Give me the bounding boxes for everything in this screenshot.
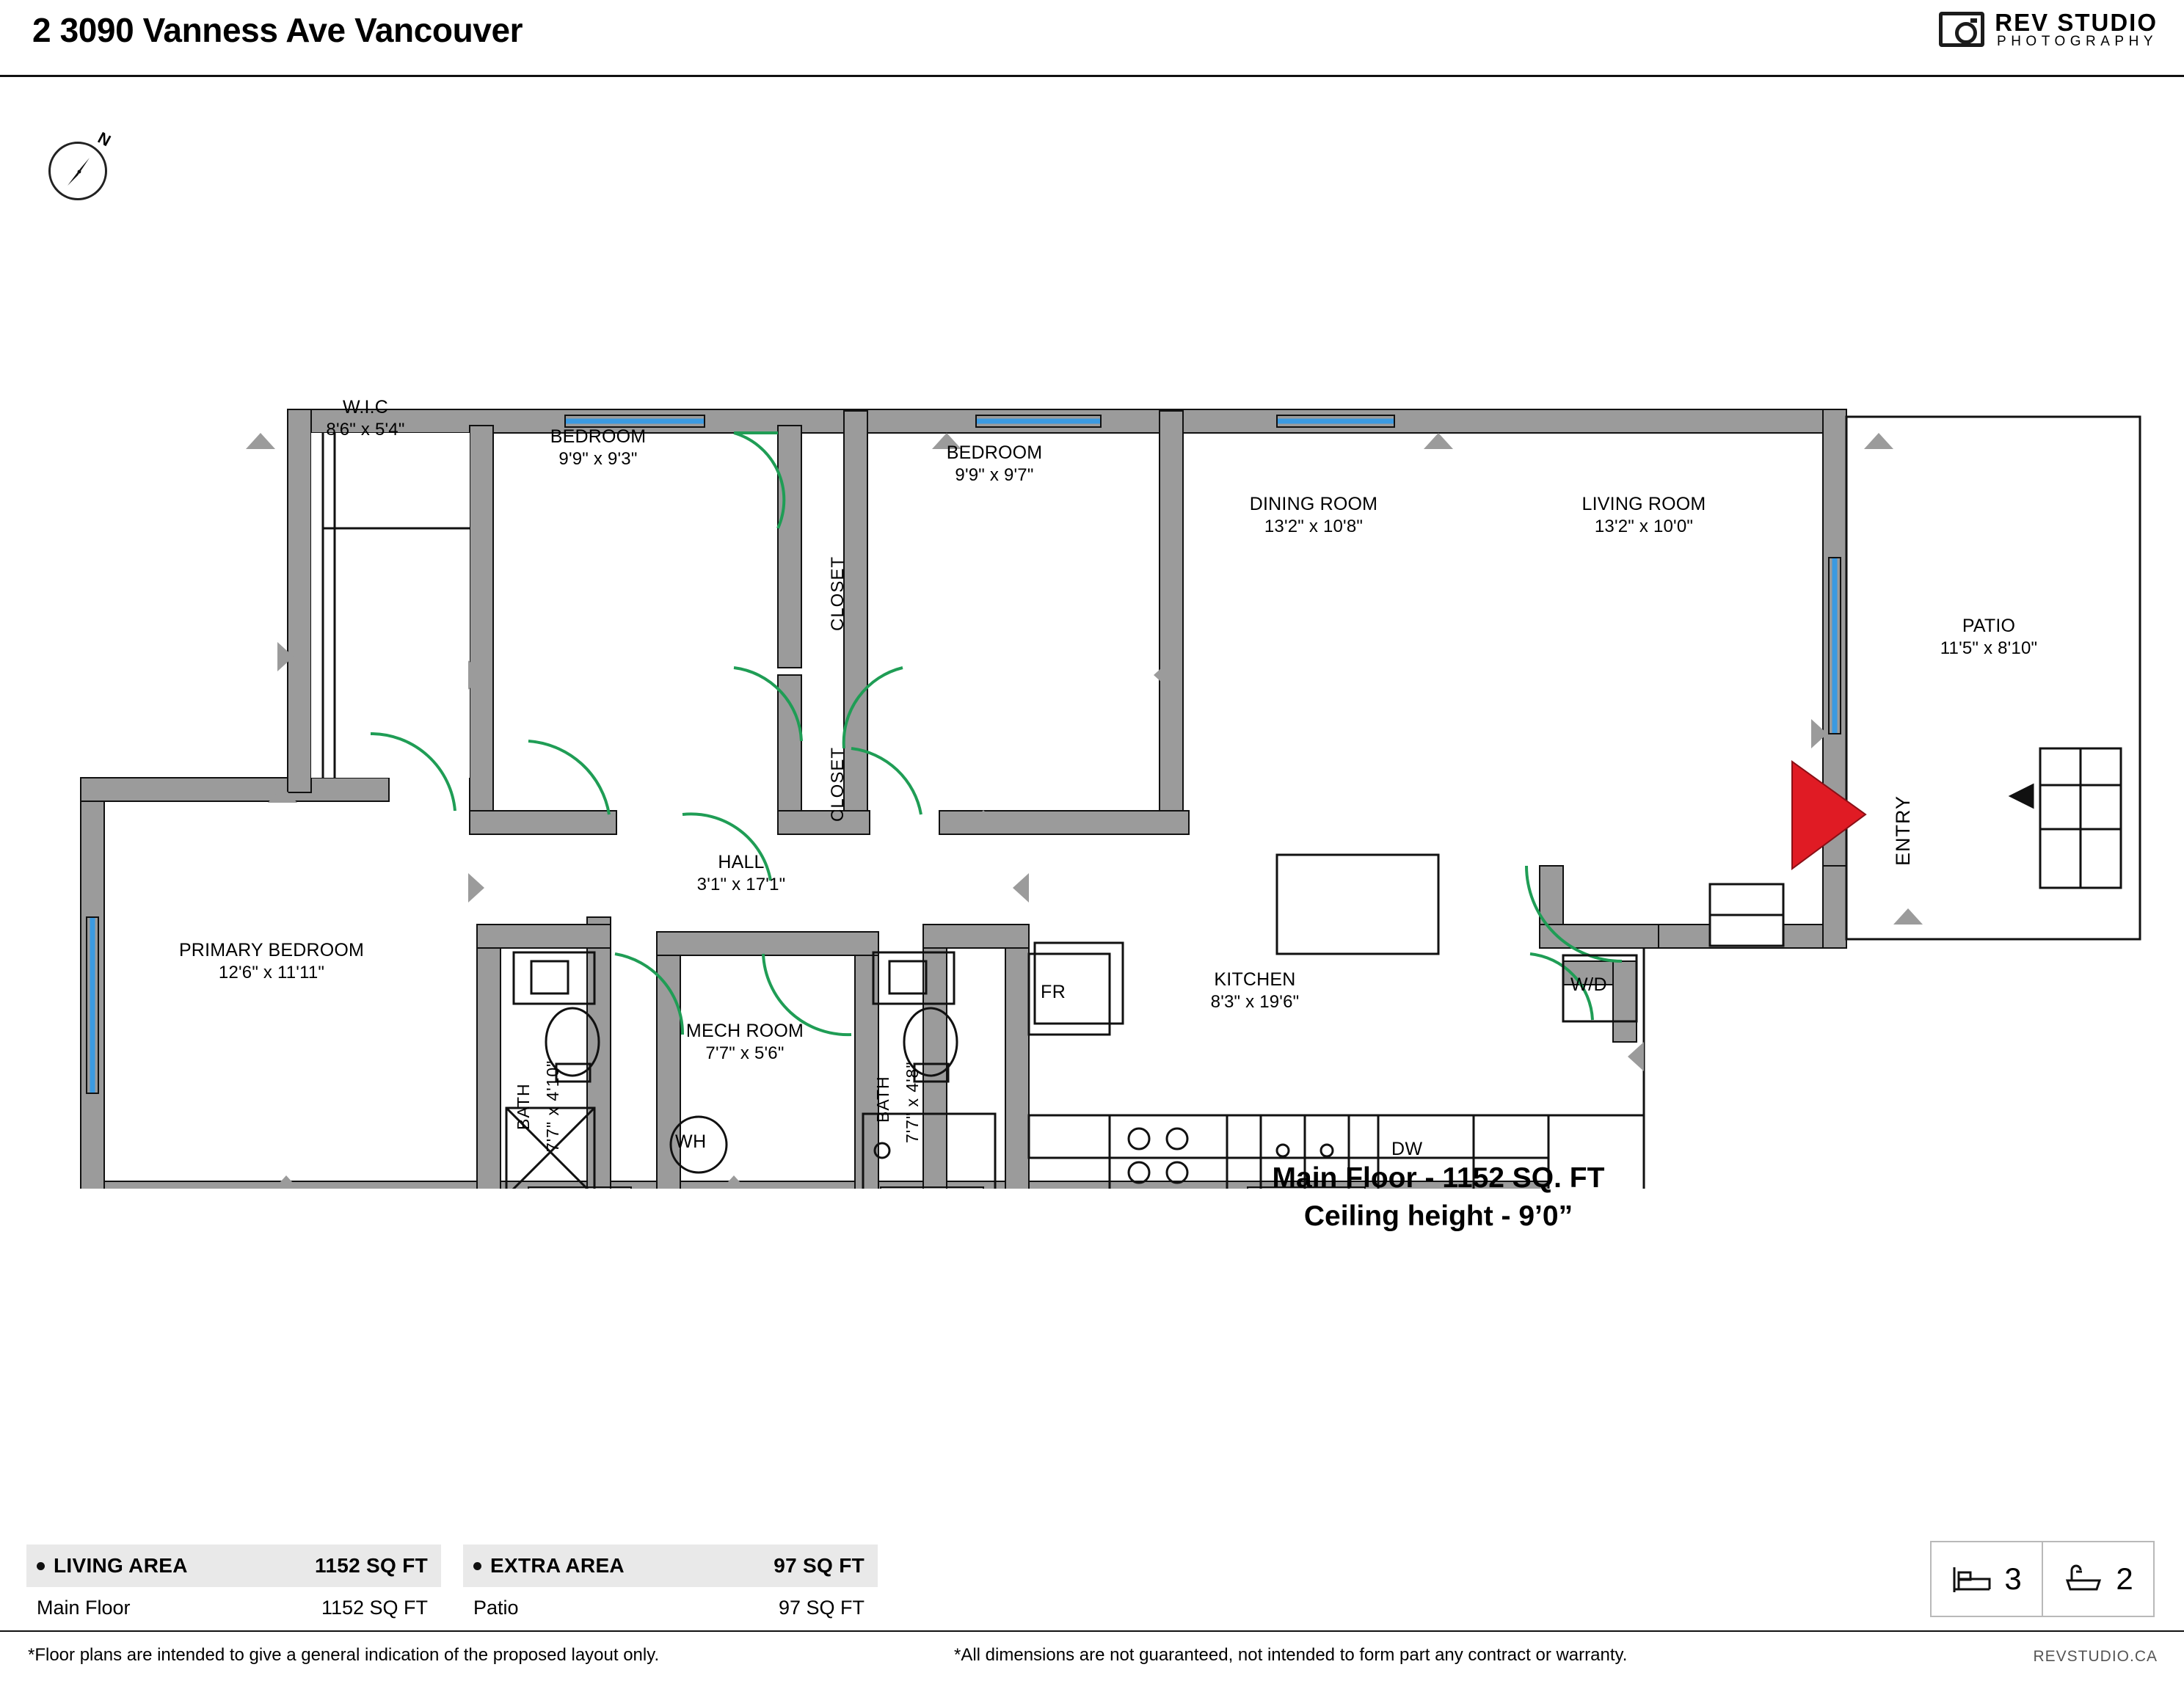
room-label-bedroom-1: BEDROOM 9'9" x 9'3" — [550, 426, 647, 469]
room-label-living-room: LIVING ROOM 13'2" x 10'0" — [1581, 494, 1706, 536]
room-label-mech-room: MECH ROOM 7'7" x 5'6" — [685, 1021, 804, 1063]
room-label-hall: HALL 3'1" x 17'1" — [696, 852, 786, 894]
floor-plan-svg — [0, 88, 2184, 1189]
extra-area-block — [463, 1545, 878, 1628]
floor-summary-line-2: Ceiling height - 9’0” — [1303, 1200, 1573, 1232]
bed-icon — [1951, 1563, 1992, 1595]
floor-plan — [0, 88, 2184, 1189]
extra-area-label: EXTRA AREA — [490, 1554, 625, 1577]
extra-area-row-value: 97 SQ FT — [778, 1596, 864, 1619]
living-area-block — [26, 1545, 441, 1628]
bullet-icon — [473, 1562, 481, 1570]
footnote-left: *Floor plans are intended to give a general indication of the proposed layout only. — [28, 1645, 660, 1665]
room-dim-bath-2: 7'7" x 4'8" — [903, 1061, 922, 1143]
living-area-row — [26, 1587, 441, 1628]
logo-name: REV STUDIO — [1995, 9, 2158, 36]
bedroom-count — [1932, 1542, 2043, 1616]
living-area-label: LIVING AREA — [54, 1554, 188, 1577]
living-area-row-label: Main Floor — [37, 1596, 131, 1619]
bed-bath-counts — [1930, 1541, 2155, 1617]
page-title: 2 3090 Vanness Ave Vancouver — [32, 11, 523, 49]
room-label-primary-bedroom: PRIMARY BEDROOM 12'6" x 11'11" — [178, 940, 365, 982]
entry-label: ENTRY — [1892, 795, 1914, 866]
compass-north-label: N — [95, 128, 114, 150]
living-area-header — [26, 1545, 441, 1587]
camera-icon — [1939, 12, 1984, 47]
bathroom-count-value: 2 — [2116, 1561, 2133, 1596]
floor-summary — [1204, 1159, 1673, 1236]
extra-area-header — [463, 1545, 878, 1587]
extra-area-row — [463, 1587, 878, 1628]
living-area-row-value: 1152 SQ FT — [321, 1596, 428, 1619]
room-label-patio: PATIO 11'5" x 8'10" — [1940, 616, 2038, 658]
fridge-label: FR — [1041, 982, 1066, 1002]
floor-summary-line-1: Main Floor - 1152 SQ. FT — [1272, 1162, 1605, 1194]
washer-dryer-label: W/D — [1570, 974, 1608, 995]
room-label-wic: W.I.C 8'6" x 5'4" — [326, 397, 405, 440]
logo-subtitle: PHOTOGRAPHY — [1997, 34, 2158, 49]
footer-website: REVSTUDIO.CA — [2033, 1648, 2158, 1665]
room-label-bath-2: BATH — [873, 1076, 892, 1123]
room-label-kitchen: KITCHEN 8'3" x 19'6" — [1210, 969, 1300, 1012]
room-label-bedroom-2: BEDROOM 9'9" x 9'7" — [946, 442, 1043, 485]
studio-logo — [1939, 10, 2158, 48]
bedroom-count-value: 3 — [2004, 1561, 2022, 1596]
extra-area-total: 97 SQ FT — [774, 1554, 864, 1577]
room-label-dining-room: DINING ROOM 13'2" x 10'8" — [1249, 494, 1378, 536]
bathtub-icon — [2063, 1563, 2104, 1595]
bullet-icon — [37, 1562, 45, 1570]
room-label-closet-2: CLOSET — [828, 746, 848, 822]
footnote-right: *All dimensions are not guaranteed, not intended to form part any contract or warranty. — [954, 1645, 1628, 1665]
room-dim-bath-1: 7'7" x 4'10" — [543, 1060, 562, 1152]
footer — [0, 1630, 2184, 1692]
patio-outline — [1846, 417, 2140, 939]
water-heater-label: WH — [675, 1131, 707, 1152]
bathroom-count — [2043, 1542, 2153, 1616]
extra-area-row-label: Patio — [473, 1596, 519, 1619]
room-label-bath-1: BATH — [514, 1083, 533, 1130]
page-header — [0, 0, 2184, 77]
living-area-total: 1152 SQ FT — [315, 1554, 428, 1577]
dishwasher-label: DW — [1391, 1139, 1423, 1159]
room-label-closet-1: CLOSET — [828, 555, 848, 631]
